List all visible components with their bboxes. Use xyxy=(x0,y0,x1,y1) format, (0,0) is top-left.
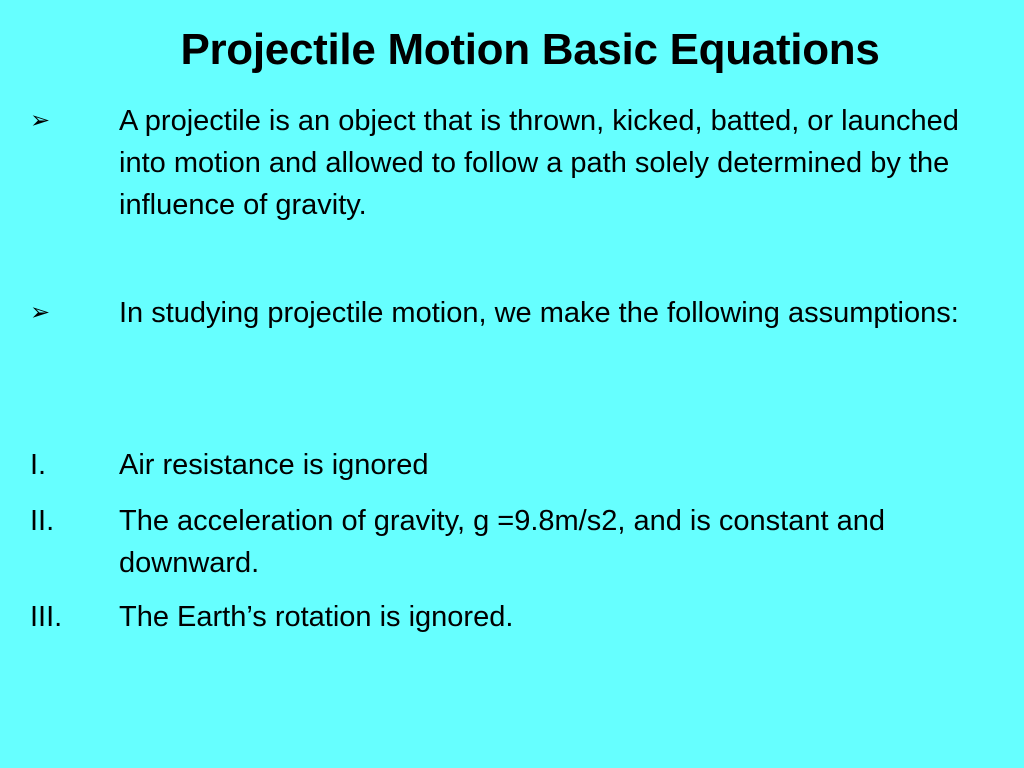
arrow-bullet-icon: ➢ xyxy=(30,107,51,134)
roman-numeral: I. xyxy=(30,449,47,481)
roman-numeral: II. xyxy=(30,505,55,537)
assumption-text: Air resistance is ignored xyxy=(119,449,429,481)
roman-numeral: III. xyxy=(30,601,63,633)
arrow-bullet-icon: ➢ xyxy=(30,299,51,326)
assumption-text: The acceleration of gravity, g =9.8m/s2, and is constant and downward. xyxy=(119,505,885,579)
bullet-text: In studying projectile motion, we make the following assumptions: xyxy=(119,297,959,329)
slide-title: Projectile Motion Basic Equations xyxy=(180,25,880,74)
assumption-text: The Earth’s rotation is ignored. xyxy=(119,601,514,633)
bullet-text: A projectile is an object that is thrown, kicked, batted, or launched into motion and allowed to follow a path solely determined by the influence of gravity. xyxy=(119,105,959,221)
